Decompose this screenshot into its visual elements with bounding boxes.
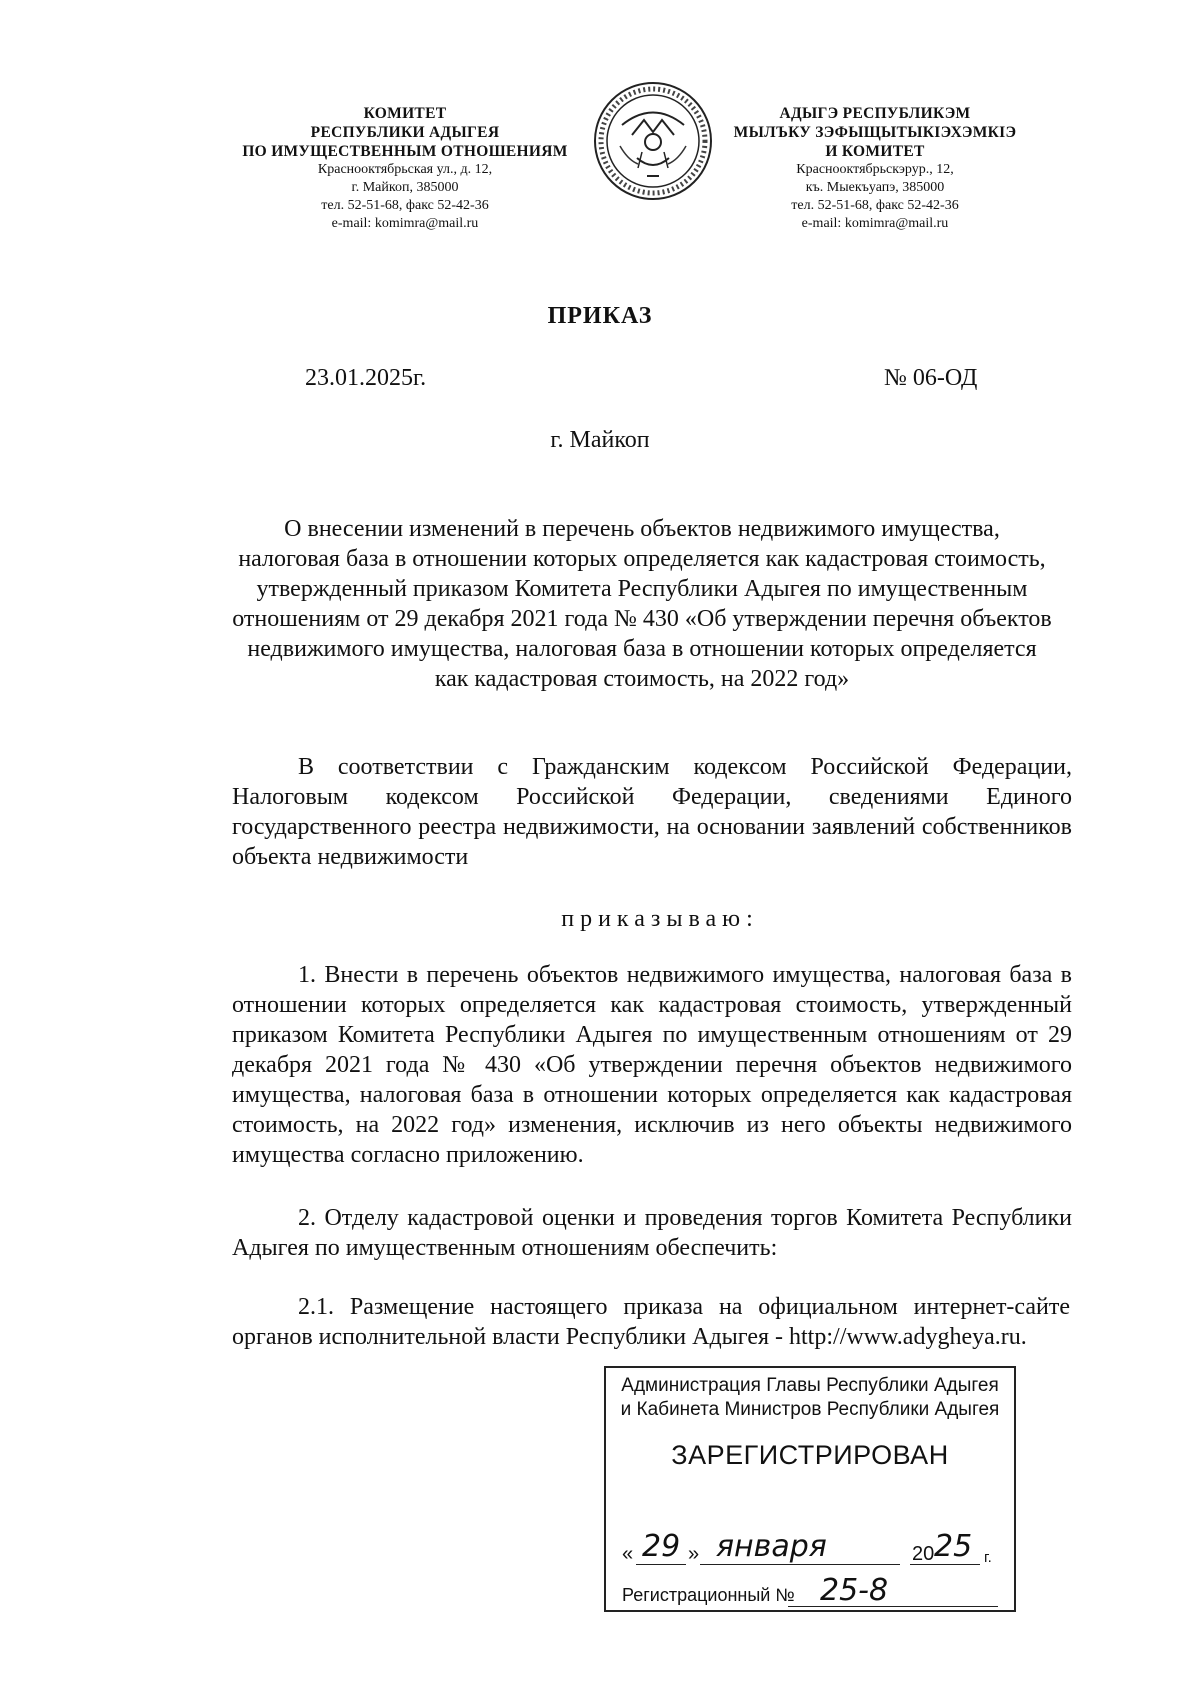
stamp-quote-close: »: [688, 1543, 700, 1565]
item-2-paragraph: 2. Отделу кадастровой оценки и проведения торгов Комитета Республики Адыгея по имущественным отношениям обеспечить:: [232, 1205, 1072, 1261]
document-date: 23.01.2025г.: [305, 365, 427, 391]
stamp-year-suffix: 25: [934, 1529, 973, 1564]
stamp-quote-open: «: [622, 1543, 634, 1565]
registration-stamp: [604, 1366, 1016, 1612]
email-line: e-mail: komimra@mail.ru: [331, 216, 479, 231]
org-name-line: ПО ИМУЩЕСТВЕННЫМ ОТНОШЕНИЯМ: [242, 143, 568, 160]
address-line: Краснооктябрьская ул., д. 12,: [317, 162, 493, 177]
org-name-line: РЕСПУБЛИКИ АДЫГЕЯ: [310, 124, 500, 141]
preamble-paragraph: В соответствии с Гражданским кодексом Российской Федерации, Налоговым кодексом Российской Федерации, сведениями Единого государственного реестра недвижимости, на основании заявлений собственников объекта недвижимости: [232, 754, 1072, 870]
item-2-1-paragraph: 2.1. Размещение настоящего приказа на официальном интернет-сайте органов исполнительной власти Республики Адыгея - http://www.adygheya.ru.: [232, 1294, 1070, 1350]
document-subject: О внесении изменений в перечень объектов недвижимого имущества, налоговая база в отношении которых определяется как кадастровая стоимость, утвержденный приказом Комитета Республики Адыгея по имущественным отношениям от 29 декабря 2021 года № 430 «Об утверждении перечня объектов недвижимого имущества, налоговая база в отношении которых определяется как кадастровая стоимость, на 2022 год»: [232, 516, 1052, 692]
stamp-date-row: [620, 1529, 1006, 1566]
document-title: ПРИКАЗ: [547, 303, 653, 329]
document-number: № 06-ОД: [884, 365, 978, 391]
stamp-year-underline: [910, 1532, 980, 1565]
order-word: приказываю:: [561, 906, 759, 932]
address-line: Краснооктябрьскэрур., 12,: [796, 162, 954, 177]
stamp-year-prefix: 20: [912, 1543, 935, 1565]
address-line: г. Майкоп, 385000: [351, 180, 459, 195]
phone-line: тел. 52-51-68, факс 52-42-36: [321, 198, 489, 213]
header-right: [725, 104, 1025, 233]
org-name-line: МЫЛЪКУ ЗЭФЫЩЫТЫКIЭХЭМКIЭ: [733, 124, 1017, 141]
stamp-month: января: [716, 1529, 827, 1564]
header-left: [220, 104, 590, 233]
phone-line: тел. 52-51-68, факс 52-42-36: [791, 198, 959, 213]
email-line: e-mail: komimra@mail.ru: [801, 216, 949, 231]
adygea-coat-of-arms-icon: [592, 80, 714, 202]
stamp-regno-row: [620, 1574, 1006, 1608]
stamp-day: 29: [642, 1529, 681, 1564]
stamp-regno: 25-8: [820, 1573, 889, 1608]
stamp-regno-label: Регистрационный №: [622, 1585, 795, 1605]
item-1-paragraph: 1. Внести в перечень объектов недвижимого имущества, налоговая база в отношении которых определяется как кадастровая стоимость, утвержденный приказом Комитета Республики Адыгея по имущественным отношениям от 29 декабря 2021 года № 430 «Об утверждении перечня объектов недвижимого имущества, налоговая база в отношении которых определяется как кадастровая стоимость, на 2022 год» изменения, исключив из него объекты недвижимого имущества согласно приложению.: [232, 962, 1072, 1168]
stamp-org-line: и Кабинета Министров Республики Адыгея: [620, 1399, 1000, 1420]
org-name-line: И КОМИТЕТ: [825, 143, 925, 160]
org-name-line: АДЫГЭ РЕСПУБЛИКЭМ: [779, 105, 971, 122]
org-name-line: КОМИТЕТ: [363, 105, 447, 122]
address-line: къ. Мыекъуапэ, 385000: [805, 180, 945, 195]
stamp-year-mark: г.: [984, 1549, 992, 1566]
stamp-org-line: Администрация Главы Республики Адыгея: [621, 1375, 999, 1396]
stamp-registered-label: ЗАРЕГИСТРИРОВАН: [671, 1440, 949, 1470]
document-city: г. Майкоп: [550, 427, 650, 453]
